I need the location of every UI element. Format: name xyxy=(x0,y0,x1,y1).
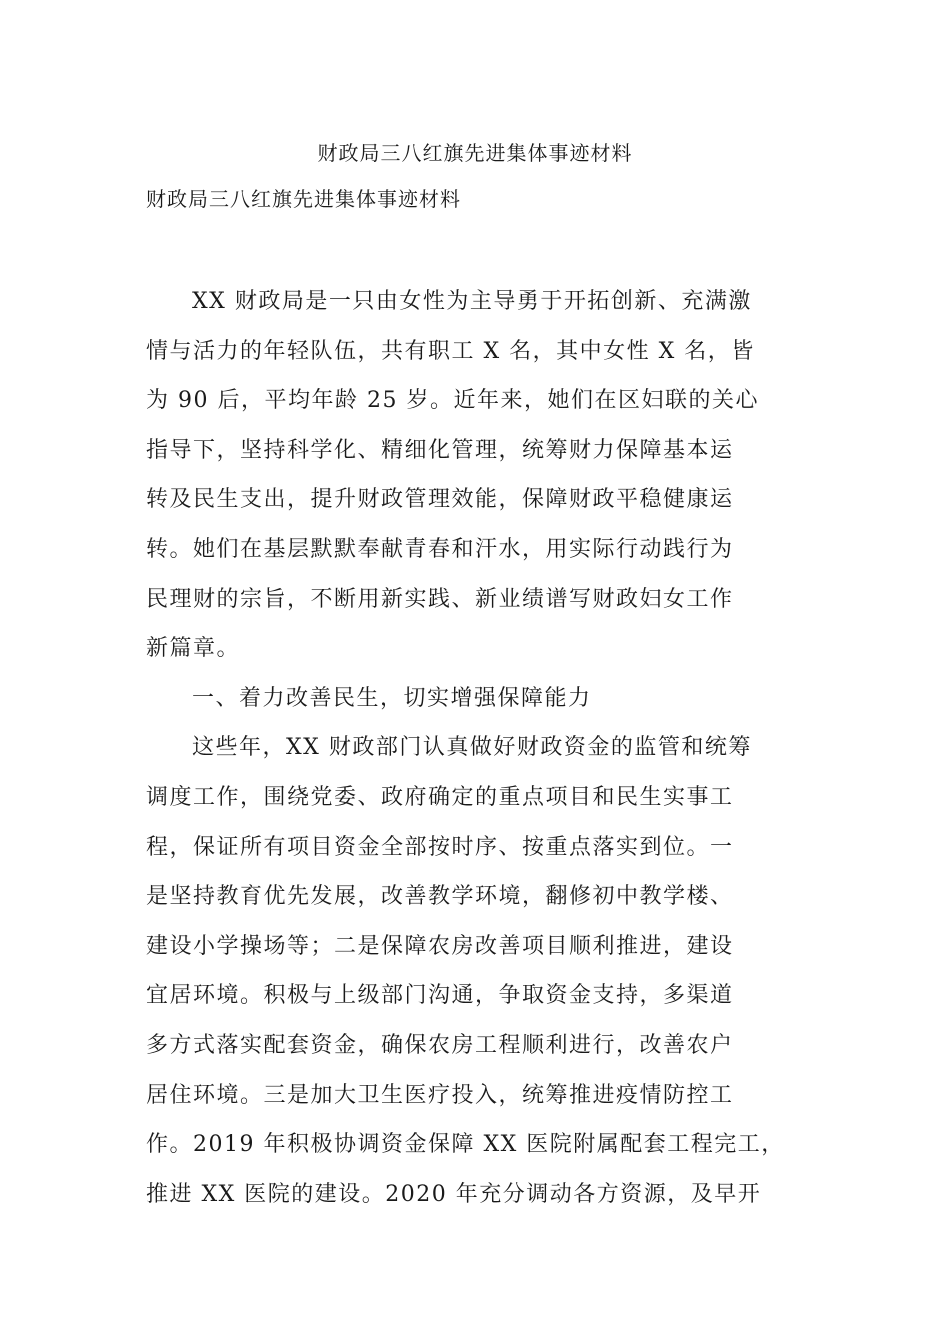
document-body xyxy=(146,290,826,1232)
body-line: 多方式落实配套资金，确保农房工程顺利进行，改善农户 xyxy=(146,1032,734,1058)
body-line: 这些年，XX 财政部门认真做好财政资金的监管和统筹 xyxy=(192,735,752,761)
body-line: 是坚持教育优先发展，改善教学环境，翻修初中教学楼、 xyxy=(146,884,734,910)
body-line: 为 90 后，平均年龄 25 岁。近年来，她们在区妇联的关心 xyxy=(146,388,759,414)
body-line: 转。她们在基层默默奉献青春和汗水，用实际行动践行为 xyxy=(146,536,734,562)
body-line: 推进 XX 医院的建设。2020 年充分调动各方资源，及早开 xyxy=(146,1181,762,1207)
document-title: 财政局三八红旗先进集体事迹材料 xyxy=(317,141,633,165)
body-line: 建设小学操场等；二是保障农房改善项目顺利推进，建设 xyxy=(146,933,734,959)
body-line: 转及民生支出，提升财政管理效能，保障财政平稳健康运 xyxy=(146,487,734,513)
body-line: 居住环境。三是加大卫生医疗投入，统筹推进疫情防控工 xyxy=(146,1082,734,1108)
body-line: XX 财政局是一只由女性为主导勇于开拓创新、充满激 xyxy=(192,289,752,314)
body-line: 程，保证所有项目资金全部按时序、按重点落实到位。一 xyxy=(146,834,734,860)
body-line: 新篇章。 xyxy=(146,636,241,662)
document-subtitle: 财政局三八红旗先进集体事迹材料 xyxy=(146,187,461,211)
section-heading: 一、着力改善民生，切实增强保障能力 xyxy=(192,685,592,711)
body-line: 情与活力的年轻队伍，共有职工 X 名，其中女性 X 名，皆 xyxy=(146,338,755,364)
body-line: 调度工作，围绕党委、政府确定的重点项目和民生实事工 xyxy=(146,784,734,810)
body-line: 民理财的宗旨，不断用新实践、新业绩谱写财政妇女工作 xyxy=(146,586,734,612)
body-line: 指导下，坚持科学化、精细化管理，统筹财力保障基本运 xyxy=(146,437,734,463)
body-line: 宜居环境。积极与上级部门沟通，争取资金支持，多渠道 xyxy=(146,983,734,1009)
body-line: 作。2019 年积极协调资金保障 XX 医院附属配套工程完工， xyxy=(146,1132,785,1158)
